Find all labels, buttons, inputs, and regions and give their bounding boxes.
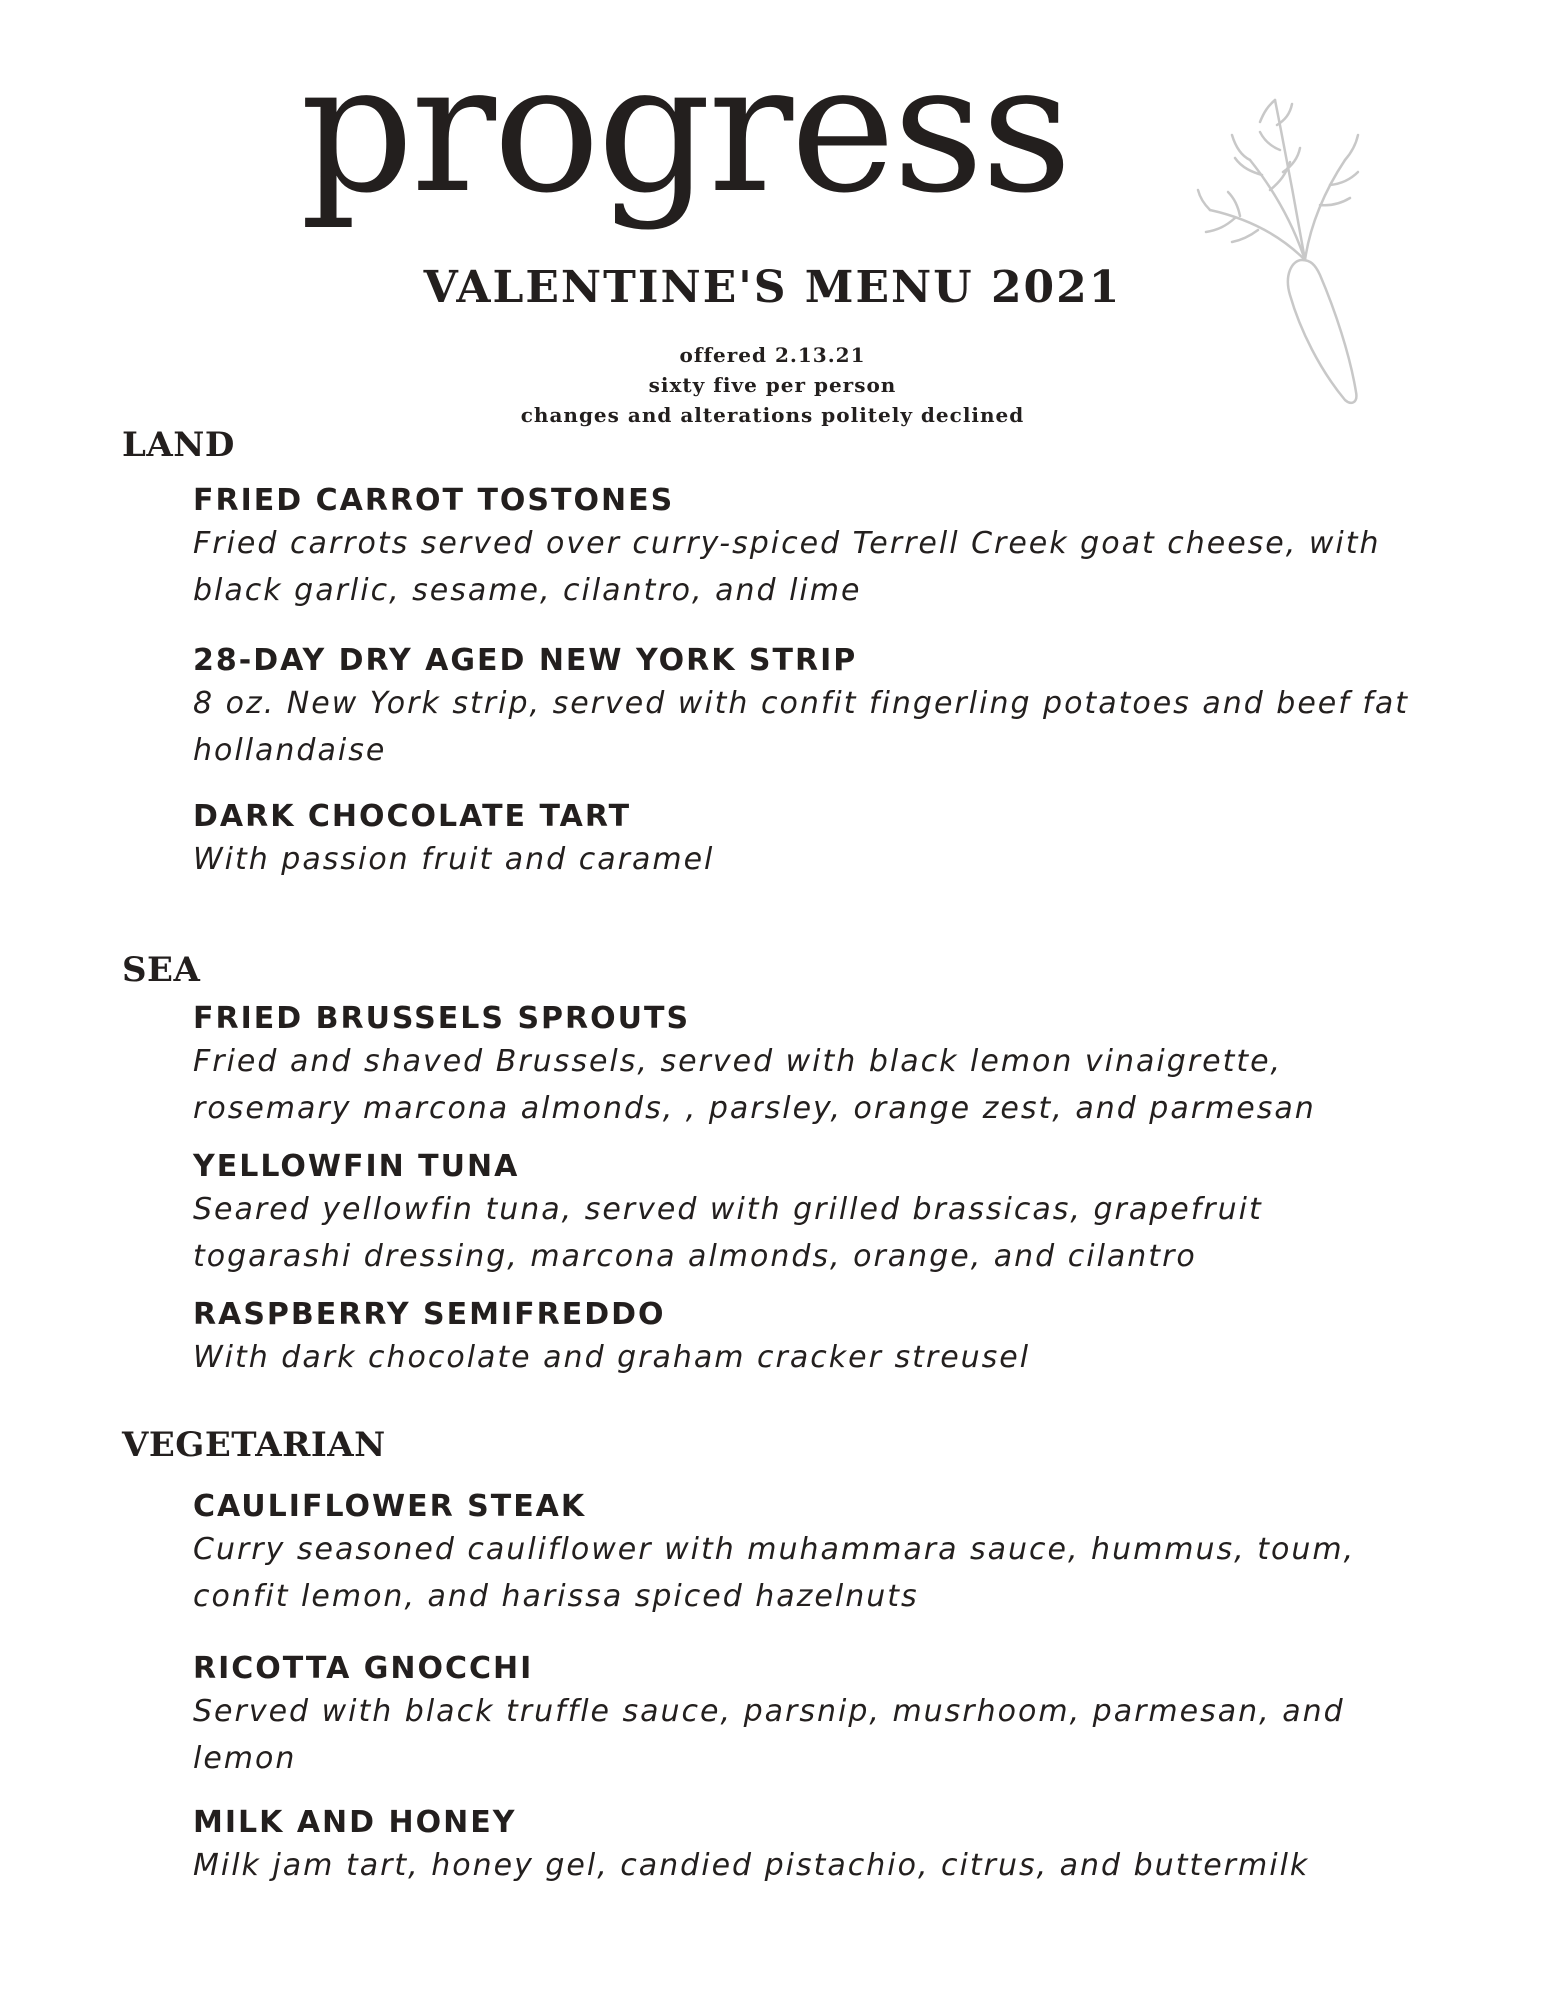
dish-description: Fried carrots served over curry-spiced Terrell Creek goat cheese, with black garlic, sesame, cilantro, and lime bbox=[193, 526, 1381, 608]
dish-name: RASPBERRY SEMIFREDDO bbox=[193, 1297, 666, 1332]
dish-name: DARK CHOCOLATE TART bbox=[193, 799, 632, 834]
menu-item bbox=[193, 1650, 1433, 1782]
dish-description: Seared yellowfin tuna, served with grilled brassicas, grapefruit togarashi dressing, marcona almonds, orange, and cilantro bbox=[193, 1192, 1263, 1274]
policy-note: changes and alterations politely declined bbox=[520, 403, 1025, 427]
dish-description: With dark chocolate and graham cracker streusel bbox=[193, 1340, 1031, 1375]
dish-name: CAULIFLOWER STEAK bbox=[193, 1489, 587, 1524]
dish-name: FRIED CARROT TOSTONES bbox=[193, 483, 675, 518]
dish-name: MILK AND HONEY bbox=[193, 1805, 517, 1840]
section-heading-vegetarian: VEGETARIAN bbox=[122, 1425, 386, 1465]
dish-description: 8 oz. New York strip, served with confit fingerling potatoes and beef fat hollandaise bbox=[193, 686, 1410, 768]
menu-item bbox=[193, 642, 1433, 774]
menu-title: VALENTINE'S MENU 2021 bbox=[423, 262, 1122, 313]
section-heading-sea: SEA bbox=[122, 950, 201, 990]
price-note: sixty five per person bbox=[648, 373, 897, 397]
menu-item bbox=[193, 798, 1433, 883]
dish-description: With passion fruit and caramel bbox=[193, 842, 715, 877]
menu-item bbox=[193, 1804, 1433, 1889]
brand-logo: progress bbox=[300, 25, 1070, 232]
dish-description: Fried and shaved Brussels, served with black lemon vinaigrette, rosemary marcona almonds, , parsley, orange zest, and parmesan bbox=[193, 1044, 1316, 1126]
dish-name: YELLOWFIN TUNA bbox=[193, 1149, 520, 1184]
dish-description: Curry seasoned cauliflower with muhammara sauce, hummus, toum, confit lemon, and harissa spiced hazelnuts bbox=[193, 1532, 1356, 1614]
offered-date: offered 2.13.21 bbox=[679, 343, 866, 367]
dish-name: 28-DAY DRY AGED NEW YORK STRIP bbox=[193, 643, 858, 678]
dish-name: RICOTTA GNOCCHI bbox=[193, 1651, 534, 1686]
section-heading-land: LAND bbox=[122, 425, 235, 465]
menu-item bbox=[193, 1488, 1433, 1620]
dish-name: FRIED BRUSSELS SPROUTS bbox=[193, 1001, 691, 1036]
menu-item bbox=[193, 1148, 1433, 1280]
menu-item bbox=[193, 1296, 1433, 1381]
dish-description: Served with black truffle sauce, parsnip, musrhoom, parmesan, and lemon bbox=[193, 1694, 1345, 1776]
dish-description: Milk jam tart, honey gel, candied pistachio, citrus, and buttermilk bbox=[193, 1848, 1310, 1883]
menu-item bbox=[193, 1000, 1433, 1132]
menu-item bbox=[193, 482, 1433, 614]
